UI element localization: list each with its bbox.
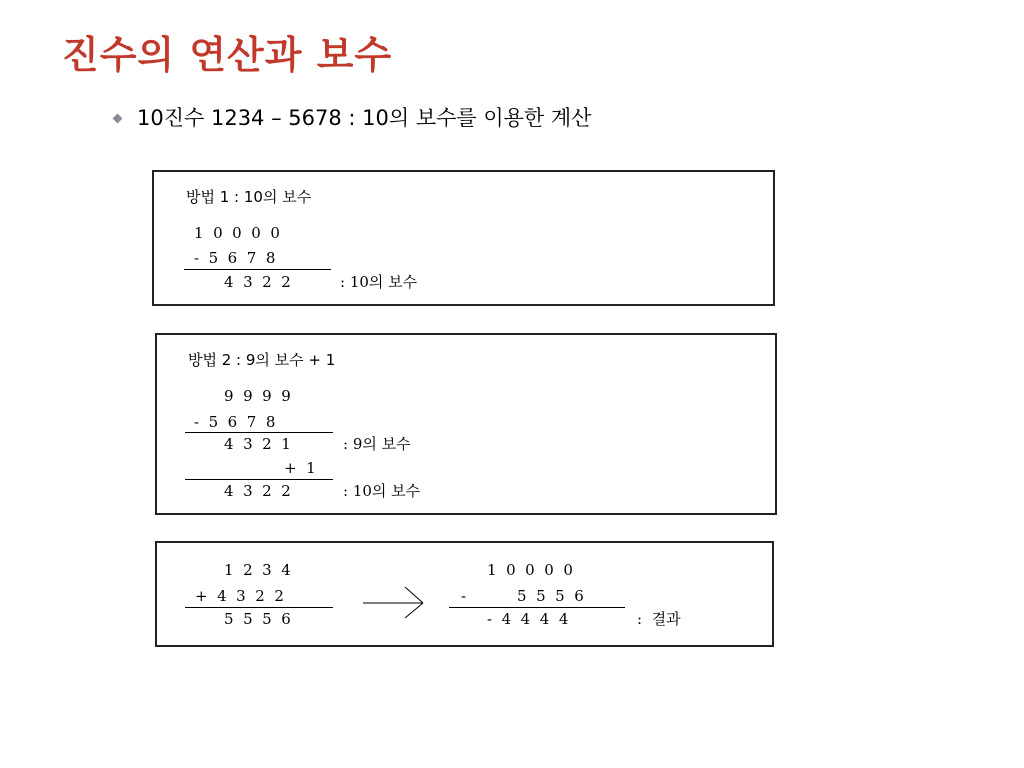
method1-row-subtrahend: - 5 6 7 8 <box>194 249 276 267</box>
diamond-bullet-icon <box>113 113 123 123</box>
bullet-item <box>114 102 591 132</box>
method1-box <box>152 170 775 306</box>
result-right-row2-sign: - <box>461 587 467 605</box>
method1-row-result: 4 3 2 2 <box>224 273 291 291</box>
result-right-row2: 5 5 5 6 <box>517 587 584 605</box>
method2-note-tens: : 10의 보수 <box>343 482 421 500</box>
method2-sum-line-1 <box>185 432 333 433</box>
slide-title: 진수의 연산과 보수 <box>62 32 393 77</box>
method2-row-nines-complement: 4 3 2 1 <box>224 435 291 453</box>
result-left-row2: + 4 3 2 2 <box>195 587 284 605</box>
result-box <box>155 541 774 647</box>
method2-box <box>155 333 777 515</box>
method1-row-minuend: 1 0 0 0 0 <box>194 224 280 242</box>
method2-note-nines: : 9의 보수 <box>343 435 411 453</box>
method1-sum-line <box>184 269 331 270</box>
result-left-sum-line <box>185 607 333 608</box>
bullet-text: 10진수 1234 – 5678 : 10의 보수를 이용한 계산 <box>137 106 592 130</box>
method2-row-subtrahend: - 5 6 7 8 <box>194 413 276 431</box>
method1-note: : 10의 보수 <box>340 273 418 291</box>
method2-heading: 방법 2 : 9의 보수 + 1 <box>188 351 336 369</box>
result-left-row3: 5 5 5 6 <box>224 610 291 628</box>
result-right-sum-line <box>449 607 625 608</box>
method2-row-plus-one: + 1 <box>284 459 316 477</box>
result-right-row3: - 4 4 4 4 <box>487 610 569 628</box>
method2-row-tens-complement: 4 3 2 2 <box>224 482 291 500</box>
method2-sum-line-2 <box>185 479 333 480</box>
result-note: : 결과 <box>637 610 681 628</box>
result-left-row1: 1 2 3 4 <box>224 561 291 579</box>
result-right-row1: 1 0 0 0 0 <box>487 561 573 579</box>
method1-heading: 방법 1 : 10의 보수 <box>186 188 312 206</box>
method2-row-nines: 9 9 9 9 <box>224 387 291 405</box>
right-arrow-icon <box>361 583 425 619</box>
